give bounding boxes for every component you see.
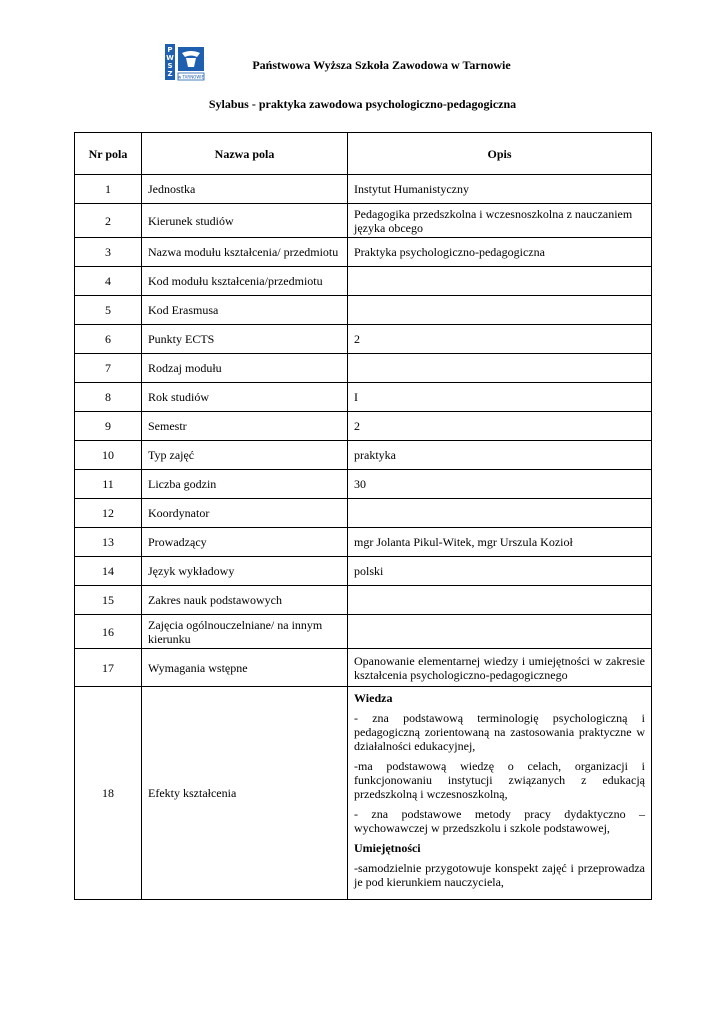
row-desc: Instytut Humanistyczny	[348, 175, 652, 204]
svg-text:W: W	[166, 54, 174, 62]
table-row	[75, 649, 652, 687]
row-nr: 11	[75, 470, 142, 499]
syllabus-table	[74, 132, 652, 900]
row-nr: 5	[75, 296, 142, 325]
row-nr: 4	[75, 267, 142, 296]
row-name: Semestr	[142, 412, 348, 441]
row-desc	[348, 586, 652, 615]
row-desc	[348, 615, 652, 649]
knowledge-item: - zna podstawowe metody pracy dydaktyczno – wychowawczej w przedszkolu i szkole podstawowej,	[354, 807, 645, 835]
row-name: Kierunek studiów	[142, 204, 348, 238]
table-row	[75, 383, 652, 412]
svg-text:S: S	[167, 62, 173, 70]
header-nr: Nr pola	[75, 133, 142, 175]
row-nr: 7	[75, 354, 142, 383]
row-desc	[348, 499, 652, 528]
row-name: Liczba godzin	[142, 470, 348, 499]
row-nr: 16	[75, 615, 142, 649]
skills-item: -samodzielnie przygotowuje konspekt zajęć i przeprowadza je pod kierunkiem nauczyciela,	[354, 861, 645, 889]
row-desc: mgr Jolanta Pikul-Witek, mgr Urszula Kozioł	[348, 528, 652, 557]
row-desc: 30	[348, 470, 652, 499]
svg-text:w TARNOWIE: w TARNOWIE	[178, 74, 204, 80]
row-nr: 1	[75, 175, 142, 204]
table-row	[75, 204, 652, 238]
row-nr: 12	[75, 499, 142, 528]
institution-name: Państwowa Wyższa Szkoła Zawodowa w Tarnowie	[252, 58, 511, 72]
row-name: Wymagania wstępne	[142, 649, 348, 687]
row-nr: 14	[75, 557, 142, 586]
row-nr: 2	[75, 204, 142, 238]
row-name: Rodzaj modułu	[142, 354, 348, 383]
row-name: Prowadzący	[142, 528, 348, 557]
row-name: Typ zajęć	[142, 441, 348, 470]
svg-text:Z: Z	[167, 70, 173, 78]
row-nr: 17	[75, 649, 142, 687]
row-name: Rok studiów	[142, 383, 348, 412]
row-name: Jednostka	[142, 175, 348, 204]
table-row	[75, 412, 652, 441]
skills-heading: Umiejętności	[354, 841, 421, 855]
table-row	[75, 175, 652, 204]
row-desc: I	[348, 383, 652, 412]
table-header-row	[75, 133, 652, 175]
row-nr: 15	[75, 586, 142, 615]
row-name: Koordynator	[142, 499, 348, 528]
row-nr: 13	[75, 528, 142, 557]
row-name: Punkty ECTS	[142, 325, 348, 354]
table-row	[75, 528, 652, 557]
knowledge-heading: Wiedza	[354, 691, 393, 705]
knowledge-item: - zna podstawową terminologię psychologiczną i pedagogiczną zorientowaną na zastosowania praktyczne w działalności edukacyjnej,	[354, 711, 645, 753]
table-row	[75, 441, 652, 470]
table-row	[75, 586, 652, 615]
row-name: Nazwa modułu kształcenia/ przedmiotu	[142, 238, 348, 267]
row-nr: 3	[75, 238, 142, 267]
row-desc: polski	[348, 557, 652, 586]
table-row	[75, 325, 652, 354]
row-desc: 2	[348, 325, 652, 354]
row-name: Zajęcia ogólnouczelniane/ na innym kierunku	[142, 615, 348, 649]
row-desc: Praktyka psychologiczno-pedagogiczna	[348, 238, 652, 267]
row-nr: 9	[75, 412, 142, 441]
row-nr: 18	[75, 687, 142, 900]
row-nr: 8	[75, 383, 142, 412]
row-desc: Pedagogika przedszkolna i wczesnoszkolna z nauczaniem języka obcego	[348, 204, 652, 238]
table-row	[75, 557, 652, 586]
table-row	[75, 296, 652, 325]
row-desc	[348, 296, 652, 325]
document-title: Sylabus - praktyka zawodowa psychologiczno-pedagogiczna	[208, 97, 517, 111]
header-name: Nazwa pola	[142, 133, 348, 175]
row-name: Kod modułu kształcenia/przedmiotu	[142, 267, 348, 296]
table-row	[75, 238, 652, 267]
row-desc	[348, 354, 652, 383]
table-row	[75, 267, 652, 296]
row-desc: 2	[348, 412, 652, 441]
row-name: Zakres nauk podstawowych	[142, 586, 348, 615]
row-name: Język wykładowy	[142, 557, 348, 586]
svg-text:P: P	[167, 46, 173, 54]
knowledge-item: -ma podstawową wiedzę o celach, organizacji i funkcjonowaniu instytucji związanych z edukacją przedszkolną i wczesnoszkolną,	[354, 759, 645, 801]
effects-cell	[348, 687, 652, 900]
table-row	[75, 615, 652, 649]
row-name: Kod Erasmusa	[142, 296, 348, 325]
table-row	[75, 499, 652, 528]
table-row	[75, 354, 652, 383]
row-nr: 10	[75, 441, 142, 470]
row-desc: Opanowanie elementarnej wiedzy i umiejętności w zakresie kształcenia psychologiczno-pedagogicznego	[348, 649, 652, 687]
table-row	[75, 470, 652, 499]
row-desc	[348, 267, 652, 296]
table-row-effects	[75, 687, 652, 900]
row-name: Efekty kształcenia	[142, 687, 348, 900]
row-desc: praktyka	[348, 441, 652, 470]
row-nr: 6	[75, 325, 142, 354]
header-desc: Opis	[348, 133, 652, 175]
